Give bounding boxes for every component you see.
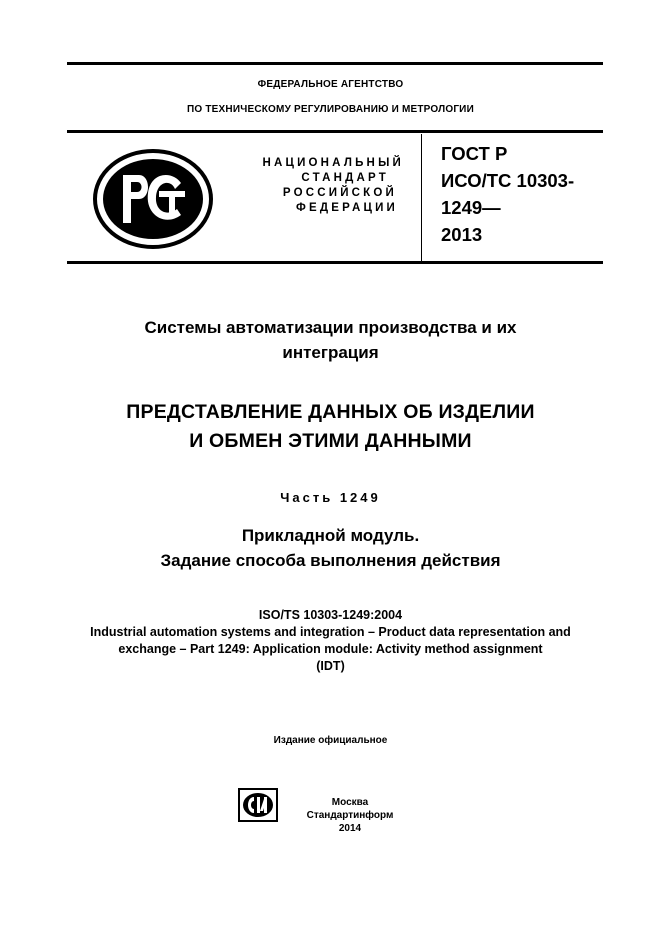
national-standard-line-2: СТАНДАРТ bbox=[301, 172, 389, 184]
edition-label: Издание официальное bbox=[273, 735, 388, 746]
designation-line-3: 1249— bbox=[441, 197, 501, 218]
main-title bbox=[0, 398, 661, 456]
standard-designation bbox=[441, 140, 611, 248]
iso-title-line-1: Industrial automation systems and integration – Product data representation and bbox=[90, 625, 571, 639]
iso-title-line-2: exchange – Part 1249: Application module: Activity method assignment bbox=[118, 642, 543, 656]
publisher-year: 2014 bbox=[338, 823, 362, 834]
header-rule bbox=[67, 130, 603, 133]
iso-code: ISO/TS 10303-1249:2004 bbox=[258, 608, 403, 622]
module-title-line-2: Задание способа выполнения действия bbox=[160, 551, 501, 570]
publisher-info bbox=[300, 796, 400, 835]
main-title-line-2: И ОБМЕН ЭТИМИ ДАННЫМИ bbox=[189, 430, 472, 452]
main-title-line-1: ПРЕДСТАВЛЕНИЕ ДАННЫХ ОБ ИЗДЕЛИИ bbox=[126, 401, 535, 423]
designation-line-4: 2013 bbox=[441, 224, 483, 245]
module-title-line-1: Прикладной модуль. bbox=[241, 526, 420, 545]
series-title-line-1: Системы автоматизации производства и их bbox=[144, 318, 517, 337]
iso-equivalence: (IDT) bbox=[316, 659, 345, 673]
agency-line-1: ФЕДЕРАЛЬНОЕ АГЕНТСТВО bbox=[257, 79, 404, 90]
national-standard-line-3: РОССИЙСКОЙ bbox=[282, 187, 397, 199]
designation-line-2: ИСО/ТС 10303- bbox=[441, 170, 575, 191]
top-rule bbox=[67, 62, 603, 65]
bottom-header-rule bbox=[67, 261, 603, 264]
rst-logo bbox=[93, 149, 213, 249]
designation-divider bbox=[421, 134, 422, 261]
publisher-city: Москва bbox=[331, 797, 369, 808]
standartinform-logo-icon bbox=[238, 788, 278, 822]
rst-gost-logo-icon bbox=[93, 149, 213, 249]
agency-line-2: ПО ТЕХНИЧЕСКОМУ РЕГУЛИРОВАНИЮ И МЕТРОЛОГИИ bbox=[187, 104, 474, 115]
publisher-name: Стандартинформ bbox=[306, 810, 394, 821]
national-standard-line-4: ФЕДЕРАЦИИ bbox=[295, 202, 398, 214]
series-title-line-2: интеграция bbox=[282, 343, 379, 362]
module-title bbox=[0, 523, 661, 573]
designation-line-1: ГОСТ Р bbox=[441, 143, 508, 164]
series-title bbox=[0, 315, 661, 365]
part-number: Часть 1249 bbox=[280, 490, 381, 505]
national-standard-line-1: НАЦИОНАЛЬНЫЙ bbox=[262, 157, 404, 169]
iso-reference bbox=[0, 607, 661, 675]
publisher-logo bbox=[238, 788, 278, 822]
